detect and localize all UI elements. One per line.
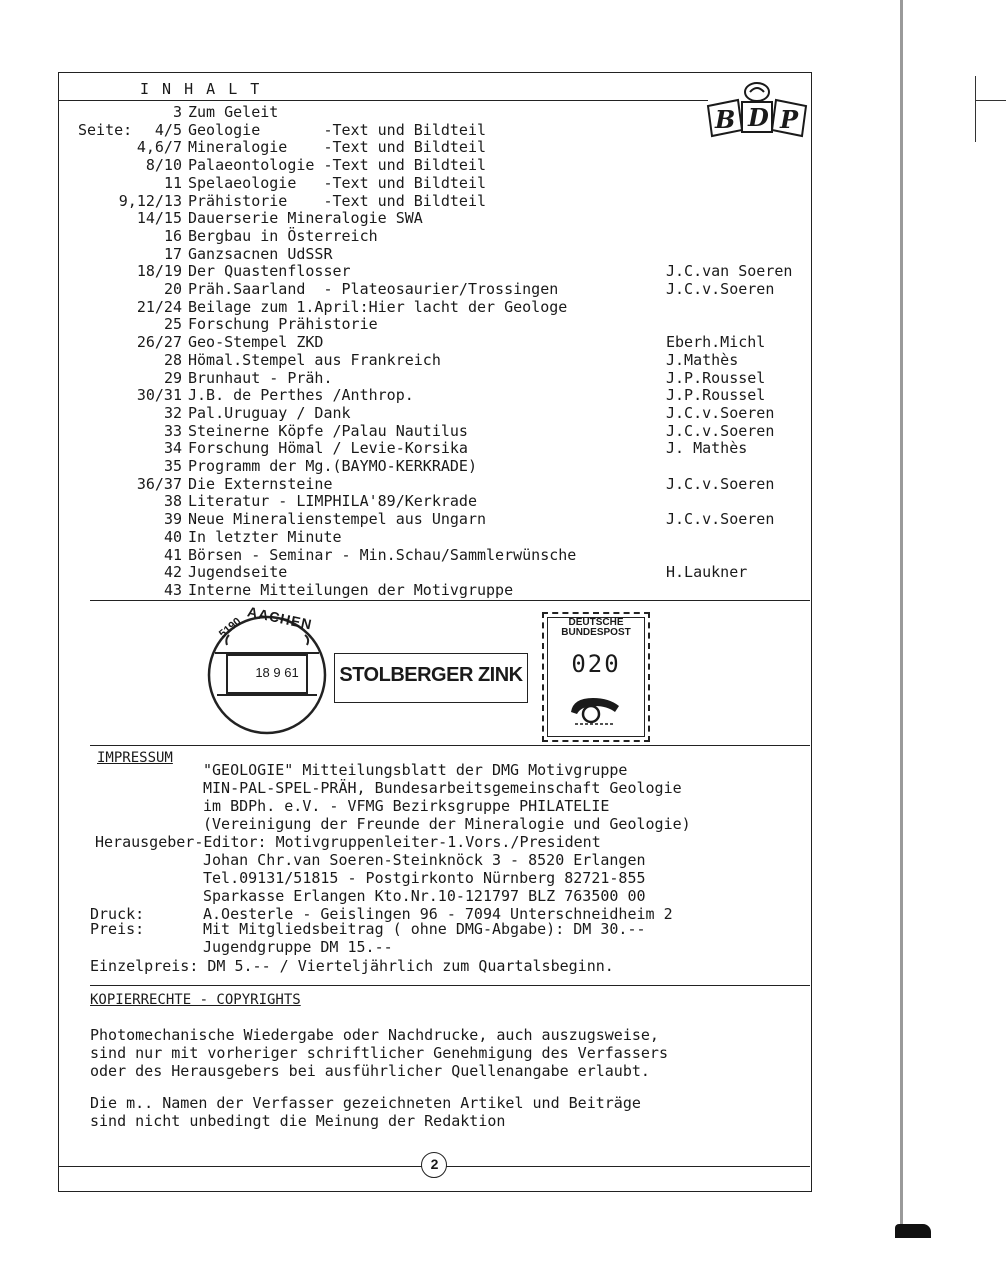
toc-page-number: 18/19: [136, 262, 182, 281]
svg-text:D: D: [748, 103, 769, 132]
impressum-line: Jugendgruppe DM 15.--: [203, 938, 393, 956]
impressum-line: Mit Mitgliedsbeitrag ( ohne DMG-Abgabe): DM 30.--: [203, 920, 646, 938]
toc-title: Geologie -Text und Bildteil: [188, 120, 487, 139]
copyright-line: Die m.. Namen der Verfasser gezeichneten Artikel und Beiträge: [90, 1094, 641, 1112]
impressum-bottom-rule: [90, 985, 810, 986]
adjacent-page-top-rule: [975, 100, 1006, 101]
toc-author: J.C.v.Soeren: [666, 403, 775, 422]
copyright-line: sind nicht unbedingt die Meinung der Redaktion: [90, 1112, 506, 1130]
impressum-line: Johan Chr.van Soeren-Steinknöck 3 - 8520 Erlangen: [203, 851, 646, 869]
impressum-line: A.Oesterle - Geislingen 96 - 7094 Unterschneidheim 2: [203, 905, 673, 923]
toc-page-number: 39: [163, 510, 182, 529]
toc-title: Präh.Saarland - Plateosaurier/Trossingen: [188, 280, 559, 298]
copyright-heading: KOPIERRECHTE - COPYRIGHTS: [90, 992, 301, 1008]
postmark-date: 18 9 61: [255, 665, 299, 680]
toc-page-number: 40: [163, 527, 182, 546]
toc-title: Beilage zum 1.April:Hier lacht der Geologe: [188, 297, 568, 316]
toc-title: Der Quastenflosser: [188, 262, 351, 281]
toc-title: Zum Geleit: [188, 103, 279, 121]
impressum-line: Herausgeber-Editor: Motivgruppenleiter-1.Vors./President: [95, 833, 601, 851]
toc-title: Geo-Stempel ZKD: [188, 333, 324, 352]
toc-page-number: 25: [163, 315, 182, 334]
impressum-line: Druck:: [90, 905, 145, 923]
toc-page-number: 4,6/7: [136, 138, 182, 157]
postmark-city: AACHEN: [246, 603, 314, 633]
toc-page-number: 33: [163, 421, 182, 440]
toc-page-number: 42: [163, 563, 182, 582]
toc-page-number: 35: [163, 457, 182, 475]
toc-title: Spelaeologie -Text und Bildteil: [188, 173, 487, 192]
toc-bottom-rule: [90, 600, 810, 601]
toc-page-number: 11: [163, 173, 182, 192]
posthorn-icon: [565, 690, 625, 732]
toc-author: J.P.Roussel: [666, 368, 766, 387]
impressum-line: Sparkasse Erlangen Kto.Nr.10-121797 BLZ 763500 00: [203, 887, 646, 905]
toc-title: Programm der Mg.(BAYMO-KERKRADE): [188, 457, 477, 475]
toc-title: Jugendseite: [188, 563, 288, 582]
impressum-line: "GEOLOGIE" Mitteilungsblatt der DMG Motivgruppe: [203, 761, 628, 779]
slogan-text: STOLBERGER ZINK: [339, 664, 523, 686]
toc-title: Prähistorie -Text und Bildteil: [188, 191, 487, 210]
toc-author: J.C.v.Soeren: [666, 510, 775, 529]
impressum-line: MIN-PAL-SPEL-PRÄH, Bundesarbeitsgemeinschaft Geologie: [203, 779, 682, 797]
toc-title: Dauerserie Mineralogie SWA: [188, 209, 423, 228]
copyright-line: oder des Herausgebers bei ausführlicher Quellenangabe erlaubt.: [90, 1062, 650, 1080]
svg-text:B: B: [715, 105, 736, 134]
toc-page-number: 21/24: [136, 297, 182, 316]
toc-page-number: 14/15: [136, 209, 182, 228]
toc-title: Hömal.Stempel aus Frankreich: [188, 350, 441, 369]
toc-title: Literatur - LIMPHILA'89/Kerkrade: [188, 492, 477, 511]
meter-value: 020: [571, 650, 621, 678]
toc-author: J.C.v.Soeren: [666, 280, 775, 298]
impressum-line: Tel.09131/51815 - Postgirkonto Nürnberg 82721-855: [203, 869, 646, 887]
impressum-top-rule: [90, 745, 810, 746]
adjacent-page-edge: [900, 0, 903, 1230]
toc-title: J.B. de Perthes /Anthrop.: [188, 386, 414, 405]
toc-author: J.Mathès: [666, 350, 739, 369]
meter-header-1: DEUTSCHE: [568, 617, 624, 628]
toc-page-number: 41: [163, 545, 182, 564]
toc-page-number: 8/10: [145, 156, 182, 175]
toc-page-number: 30/31: [136, 386, 182, 405]
svg-text:P: P: [780, 105, 799, 134]
toc-heading-rule: [58, 100, 708, 101]
toc-page-number: 29: [163, 368, 182, 387]
impressum-line: (Vereinigung der Freunde der Mineralogie und Geologie): [203, 815, 691, 833]
impressum-heading: IMPRESSUM: [97, 750, 173, 766]
toc-author: H.Laukner: [666, 563, 748, 582]
adjacent-page-left-rule: [975, 76, 976, 142]
copyright-line: Photomechanische Wiedergabe oder Nachdrucke, auch auszugsweise,: [90, 1026, 659, 1044]
meter-header-2: BUNDESPOST: [561, 627, 631, 638]
toc-title: Brunhaut - Präh.: [188, 368, 333, 387]
toc-title: Interne Mitteilungen der Motivgruppe: [188, 580, 514, 599]
toc-title: Mineralogie -Text und Bildteil: [188, 138, 487, 157]
toc-title: Forschung Prähistorie: [188, 315, 378, 334]
impressum-line: Preis:: [90, 920, 145, 938]
toc-page-number: 9,12/13: [118, 191, 182, 210]
toc-title: Pal.Uruguay / Dank: [188, 403, 351, 422]
toc-page-number: 34: [163, 439, 182, 458]
copyright-line: sind nur mit vorheriger schriftlicher Genehmigung des Verfassers: [90, 1044, 668, 1062]
toc-page-number: 26/27: [136, 333, 182, 352]
binding-shadow: [895, 1224, 931, 1238]
toc-title: Palaeontologie -Text und Bildteil: [188, 156, 487, 175]
toc-author: J.P.Roussel: [666, 386, 766, 405]
toc-title: Ganzsacnen UdSSR: [188, 244, 333, 263]
toc-page-number: 43: [163, 580, 182, 599]
toc-author: Eberh.Michl: [666, 333, 766, 352]
impressum-line: Einzelpreis: DM 5.-- / Vierteljährlich zum Quartalsbeginn.: [90, 957, 614, 975]
toc-title: Bergbau in Österreich: [188, 226, 378, 245]
toc-prefix: Seite:: [78, 121, 133, 139]
toc-title: Börsen - Seminar - Min.Schau/Sammlerwünsche: [188, 545, 577, 564]
page-number: 2: [430, 1156, 439, 1172]
toc-author: J. Mathès: [666, 439, 748, 458]
toc-page-number: 20: [163, 280, 182, 298]
toc-page-number: 32: [163, 403, 182, 422]
toc-page-number: 38: [163, 492, 182, 511]
toc-title: Steinerne Köpfe /Palau Nautilus: [188, 421, 468, 440]
toc-author: J.C.v.Soeren: [666, 421, 775, 440]
toc-title: Neue Mineralienstempel aus Ungarn: [188, 510, 487, 529]
toc-title: In letzter Minute: [188, 527, 342, 546]
toc-title: Forschung Hömal / Levie-Korsika: [188, 439, 468, 458]
toc-title: Die Externsteine: [188, 474, 333, 493]
toc-list: [58, 103, 818, 598]
toc-author: J.C.van Soeren: [666, 262, 793, 281]
toc-author: J.C.v.Soeren: [666, 474, 775, 493]
toc-page-number: 17: [163, 244, 182, 263]
postmark-postcode: 5190: [217, 615, 244, 641]
toc-page-number: 16: [163, 226, 182, 245]
toc-page-number: 3: [172, 103, 182, 121]
toc-page-number: 4/5: [154, 120, 182, 139]
toc-page-number: 36/37: [136, 474, 182, 493]
impressum-line: im BDPh. e.V. - VFMG Bezirksgruppe PHILATELIE: [203, 797, 610, 815]
toc-page-number: 28: [163, 350, 182, 369]
toc-heading: I N H A L T: [140, 80, 262, 98]
